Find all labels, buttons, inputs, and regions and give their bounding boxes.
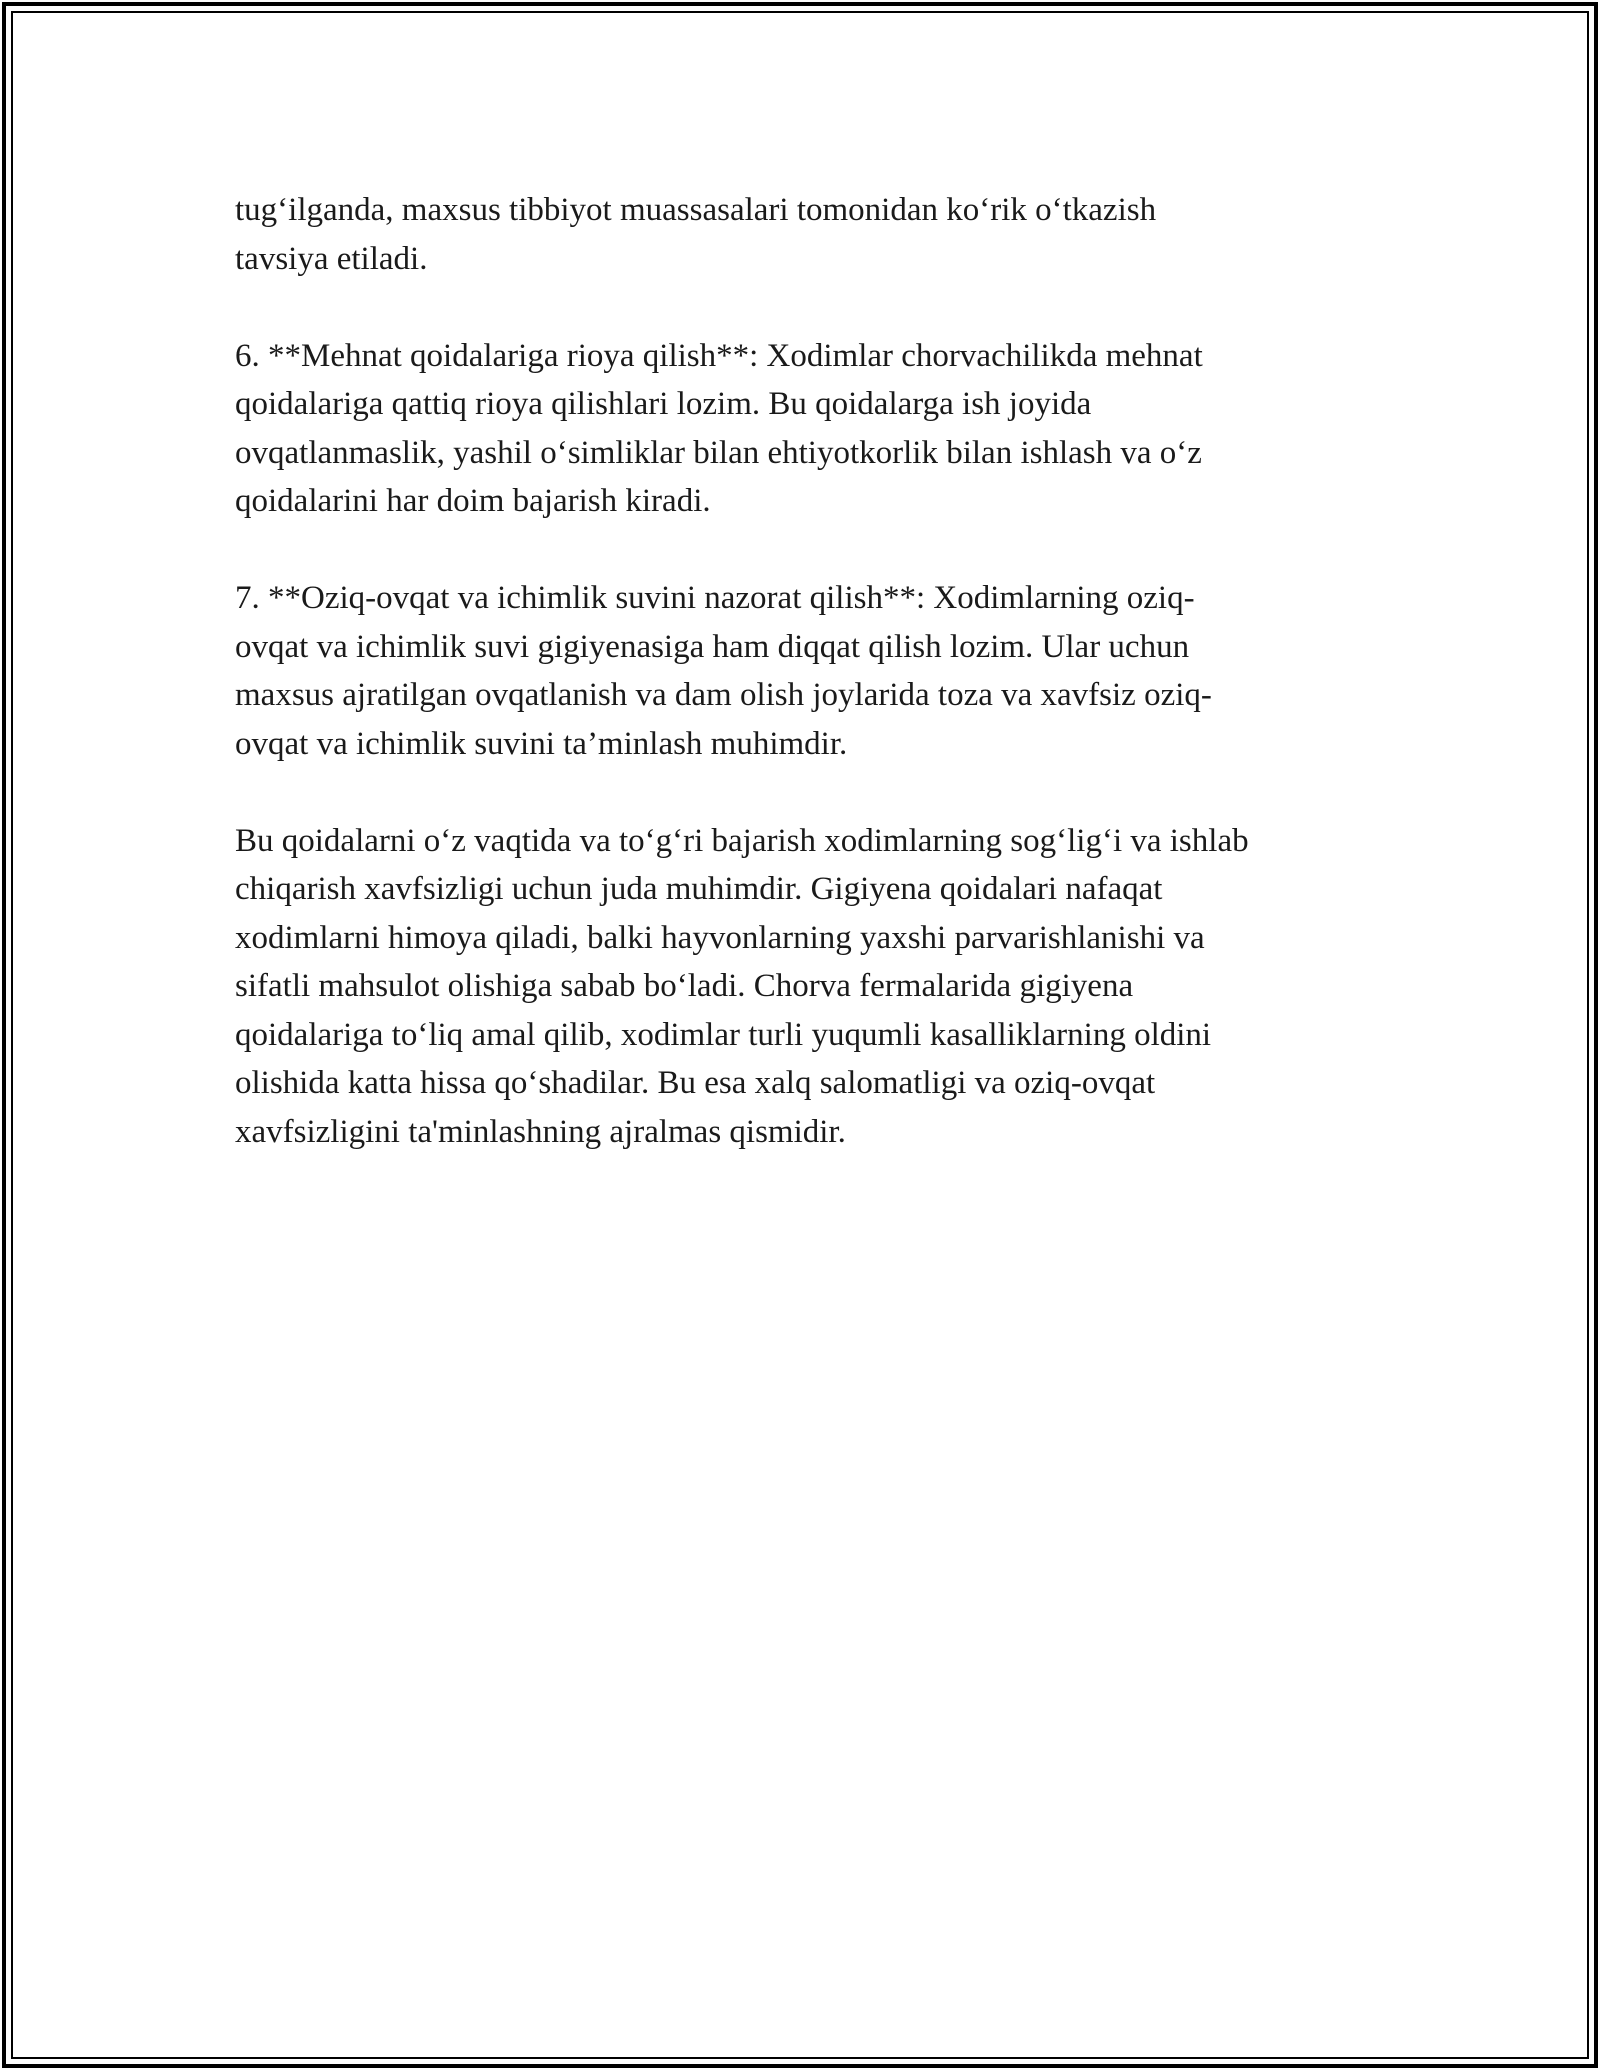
document-body: [235, 186, 1365, 1205]
paragraph-conclusion: Bu qoidalarni o‘z vaqtida va to‘g‘ri bajarish xodimlarning sog‘lig‘i va ishlab chiqarish xavfsizligi uchun juda muhimdir. Gigiyena qoidalari nafaqat xodimlarni himoya qiladi, balki hayvonlarning yaxshi parvarishlanishi va sifatli mahsulot olishiga sabab bo‘ladi. Chorva fermalarida gigiyena qoidalariga to‘liq amal qilib, xodimlar turli yuqumli kasalliklarning oldini olishida katta hissa qo‘shadilar. Bu esa xalq salomatligi va oziq-ovqat xavfsizligini ta'minlashning ajralmas qismidir.: [235, 822, 1249, 1150]
paragraph-item-7: 7. **Oziq-ovqat va ichimlik suvini nazorat qilish**: Xodimlarning oziq- ovqat va ichimlik suvi gigiyenasiga ham diqqat qilish lozim. Ular uchun maxsus ajratilgan ovqatlanish va dam olish joylarida toza va xavfsiz oziq- ovqat va ichimlik suvini ta’minlash muhimdir.: [235, 580, 1212, 762]
paragraph-continuation: tug‘ilganda, maxsus tibbiyot muassasalari tomonidan ko‘rik o‘tkazish tavsiya etiladi.: [235, 192, 1157, 277]
paragraph-item-6: 6. **Mehnat qoidalariga rioya qilish**: Xodimlar chorvachilikda mehnat qoidalariga qattiq rioya qilishlari lozim. Bu qoidalarga ish joyida ovqatlanmaslik, yashil o‘simliklar bilan ehtiyotkorlik bilan ishlash va o‘z qoidalarini har doim bajarish kiradi.: [235, 337, 1203, 519]
